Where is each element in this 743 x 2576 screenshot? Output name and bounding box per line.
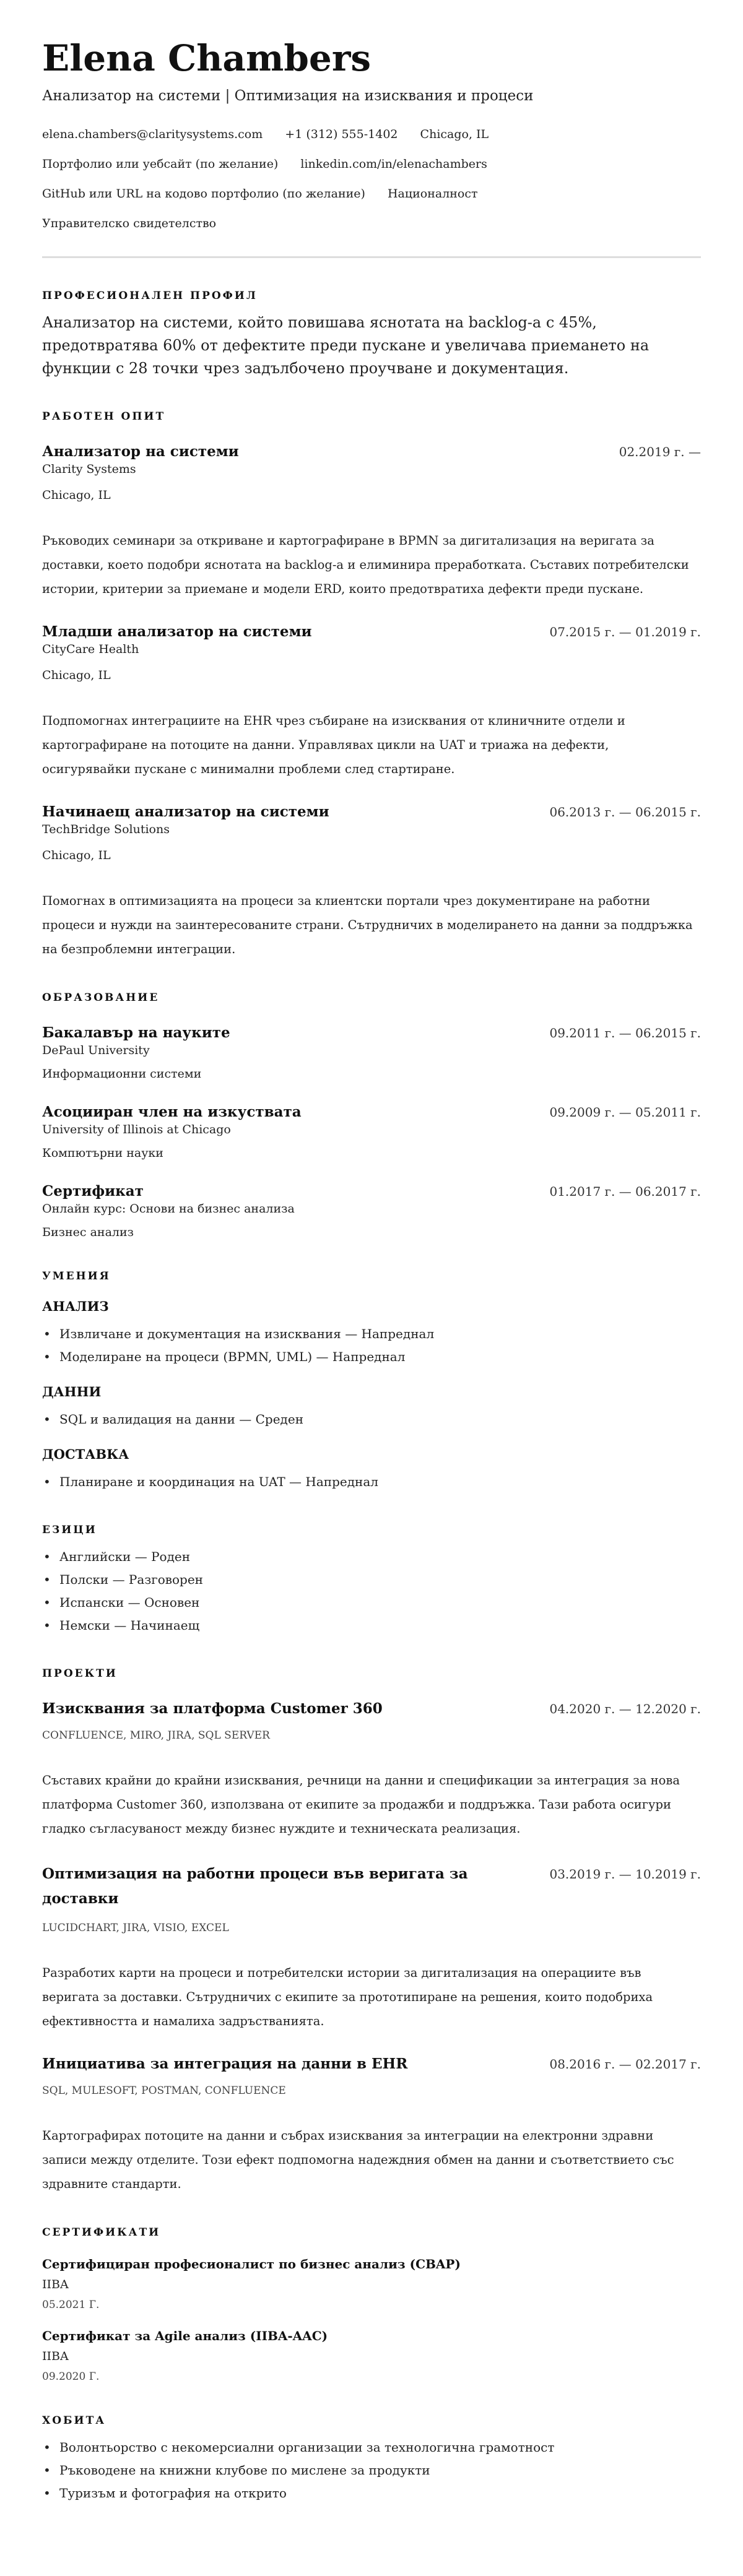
job-entry [42, 622, 701, 781]
job-description: Подпомогнах интеграциите на EHR чрез събиране на изисквания от клиничните отдели и картографиране на потоците на данни. Управлявах цикли на UAT и триажа на дефекти, осигурявайки пускане с минимални проблеми след стартиране. [42, 714, 625, 776]
education-entry [42, 1182, 701, 1240]
degree-title: Бакалавър на науките [42, 1024, 230, 1041]
email-link[interactable]: elena.chambers@claritysystems.com [42, 128, 263, 141]
section-title-projects: ПРОЕКТИ [42, 1667, 118, 1680]
certification-date: 09.2020 Г. [42, 2371, 100, 2383]
job-dates: 02.2019 г. — [619, 444, 701, 459]
project-title: Оптимизация на работни процеси във веригата за доставки [42, 1865, 468, 1907]
hobbies-section [42, 2414, 701, 2505]
certification-issuer: IIBA [42, 2349, 69, 2363]
job-company: Clarity Systems [42, 462, 136, 476]
projects-section [42, 1667, 701, 2196]
linkedin-link[interactable]: linkedin.com/in/elenachambers [300, 157, 487, 171]
job-company: TechBridge Solutions [42, 823, 170, 836]
nationality: Националност [387, 187, 478, 201]
project-entry [42, 1862, 701, 2033]
degree-title: Сертификат [42, 1183, 144, 1199]
project-description: Съставих крайни до крайни изисквания, речници на данни и спецификации за интеграция за нова платформа Customer 360, използвана от екипите за продажби и поддръжка. Тази работа осигури гладко съгласуваност между бизнес нуждите и техническата реализация. [42, 1773, 680, 1836]
project-entry [42, 2054, 701, 2196]
experience-section [42, 410, 701, 961]
certification-date: 05.2021 Г. [42, 2299, 100, 2311]
job-entry [42, 442, 701, 601]
certification-entry [42, 2327, 701, 2384]
languages-section [42, 1523, 701, 1637]
section-title-experience: РАБОТЕН ОПИТ [42, 410, 166, 423]
language-item: • Английски — Роден [42, 1545, 701, 1568]
project-description: Разработих карти на процеси и потребителски истории за дигитализация на операциите във веригата за доставки. Сътрудничих с екипите за прототипиране на решения, които подобриха ефективността и намалиха задръстванията. [42, 1966, 653, 2028]
job-location: Chicago, IL [42, 488, 111, 502]
skill-item: • SQL и валидация на данни — Среден [42, 1408, 701, 1431]
project-description: Картографирах потоците на данни и събрах изисквания за интеграции на електронни здравни записи между отделите. Този ефект подпомогна надеждния обмен на данни и съответствието със здравните стандарти. [42, 2129, 674, 2191]
project-entry [42, 1699, 701, 1841]
skill-group-title: ДАННИ [42, 1384, 102, 1399]
contact-row-3 [42, 186, 701, 202]
school-name: University of Illinois at Chicago [42, 1123, 231, 1136]
job-dates: 07.2015 г. — 01.2019 г. [549, 625, 701, 639]
profile-section [42, 289, 701, 380]
contact-row-1 [42, 126, 701, 142]
job-title: Младши анализатор на системи [42, 623, 312, 640]
job-location: Chicago, IL [42, 668, 111, 682]
skill-list [42, 1471, 701, 1493]
field-of-study: Информационни системи [42, 1067, 202, 1081]
skills-section [42, 1269, 701, 1493]
field-of-study: Бизнес анализ [42, 1225, 134, 1239]
language-list [42, 1545, 701, 1637]
job-dates: 06.2013 г. — 06.2015 г. [549, 805, 701, 819]
section-title-education: ОБРАЗОВАНИЕ [42, 992, 160, 1004]
education-dates: 09.2009 г. — 05.2011 г. [549, 1105, 701, 1120]
language-item: • Полски — Разговорен [42, 1568, 701, 1591]
hobby-list [42, 2436, 701, 2505]
project-tech-stack: CONFLUENCE, MIRO, JIRA, SQL SERVER [42, 1729, 270, 1742]
school-name: Онлайн курс: Основи на бизнес анализа [42, 1202, 295, 1216]
section-title-hobbies: ХОБИТА [42, 2414, 106, 2427]
skill-item: • Извличане и документация на изисквания — Напреднал [42, 1323, 701, 1346]
project-title: Изисквания за платформа Customer 360 [42, 1700, 383, 1717]
project-dates: 04.2020 г. — 12.2020 г. [549, 1701, 701, 1716]
location: Chicago, IL [420, 128, 489, 141]
language-item: • Испански — Основен [42, 1591, 701, 1614]
headline: Анализатор на системи | Оптимизация на изисквания и процеси [42, 88, 534, 104]
certification-entry [42, 2255, 701, 2312]
degree-title: Асоцииран член на изкуствата [42, 1104, 302, 1120]
language-item: • Немски — Начинаещ [42, 1614, 701, 1637]
contact-row-4 [42, 215, 701, 231]
job-company: CityCare Health [42, 642, 139, 656]
education-dates: 01.2017 г. — 06.2017 г. [549, 1184, 701, 1199]
skill-list [42, 1408, 701, 1431]
hobby-item: • Ръководене на книжни клубове по мислене за продукти [42, 2459, 701, 2482]
field-of-study: Компютърни науки [42, 1146, 163, 1160]
contact-row-2 [42, 156, 701, 172]
skill-group-title: АНАЛИЗ [42, 1299, 109, 1314]
certifications-section [42, 2226, 701, 2384]
resume-header [42, 36, 701, 231]
hobby-item: • Волонтьорство с некомерсиални организации за технологична грамотност [42, 2436, 701, 2459]
project-title: Инициатива за интеграция на данни в EHR [42, 2055, 408, 2072]
section-title-certifications: СЕРТИФИКАТИ [42, 2226, 161, 2239]
education-entry [42, 1102, 701, 1160]
job-location: Chicago, IL [42, 849, 111, 862]
project-tech-stack: SQL, MULESOFT, POSTMAN, CONFLUENCE [42, 2085, 286, 2097]
project-tech-stack: LUCIDCHART, JIRA, VISIO, EXCEL [42, 1922, 229, 1934]
education-entry [42, 1023, 701, 1081]
job-description: Ръководих семинари за откриване и картографиране в BPMN за дигитализация на веригата за доставки, което подобри яснотата на backlog-а и елиминира преработката. Съставих потребителски истории, критерии за приемане и модели ERD, които предотвратиха дефекти преди пускане. [42, 534, 689, 596]
github-link[interactable]: GitHub или URL на кодово портфолио (по желание) [42, 187, 365, 201]
job-entry [42, 802, 701, 961]
hobby-item: • Туризъм и фотография на открито [42, 2482, 701, 2505]
skill-list [42, 1323, 701, 1368]
driving-license: Управителско свидетелство [42, 217, 217, 230]
phone-number[interactable]: +1 (312) 555-1402 [285, 128, 398, 141]
education-section [42, 991, 701, 1240]
project-dates: 08.2016 г. — 02.2017 г. [549, 2057, 701, 2072]
school-name: DePaul University [42, 1044, 150, 1057]
job-description: Помогнах в оптимизацията на процеси за клиентски портали чрез документиране на работни процеси и нужди на заинтересованите страни. Сътрудничих в моделирането на данни за поддръжка на безпроблемни интеграции. [42, 894, 693, 956]
section-title-skills: УМЕНИЯ [42, 1270, 111, 1282]
project-dates: 03.2019 г. — 10.2019 г. [549, 1867, 701, 1882]
skill-item: • Планиране и координация на UAT — Напреднал [42, 1471, 701, 1493]
header-divider [42, 256, 701, 258]
skill-group-title: ДОСТАВКА [42, 1446, 129, 1462]
section-title-languages: ЕЗИЦИ [42, 1524, 97, 1536]
certification-title: Сертифициран професионалист по бизнес анализ (CBAP) [42, 2257, 461, 2271]
job-title: Анализатор на системи [42, 443, 239, 460]
profile-summary: Анализатор на системи, който повишава яснотата на backlog-а с 45%, предотвратява 60% от дефектите преди пускане и увеличава приемането на функции с 28 точки чрез задълбочено проучване и документация. [42, 314, 650, 377]
section-title-profile: ПРОФЕСИОНАЛЕН ПРОФИЛ [42, 290, 258, 302]
candidate-name: Elena Chambers [42, 37, 372, 79]
job-title: Начинаещ анализатор на системи [42, 803, 329, 820]
portfolio-link[interactable]: Портфолио или уебсайт (по желание) [42, 157, 279, 171]
certification-title: Сертификат за Agile анализ (IIBA-AAC) [42, 2328, 328, 2343]
education-dates: 09.2011 г. — 06.2015 г. [549, 1026, 701, 1040]
certification-issuer: IIBA [42, 2278, 69, 2291]
skill-item: • Моделиране на процеси (BPMN, UML) — Напреднал [42, 1346, 701, 1368]
